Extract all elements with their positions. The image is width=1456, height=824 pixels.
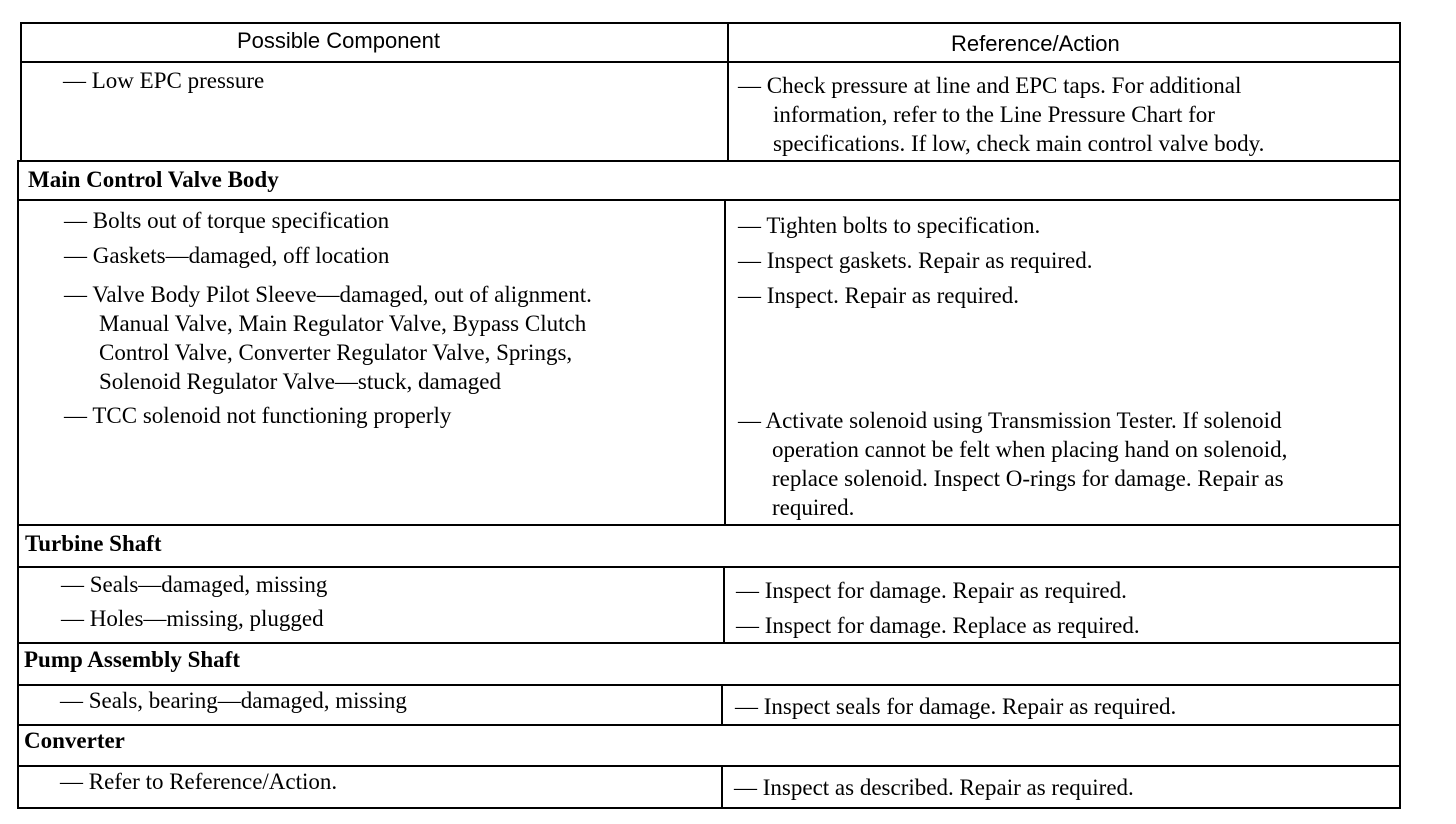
component-item: — Gaskets—damaged, off location: [64, 243, 390, 268]
table-left-border-2: [17, 160, 19, 809]
action-item-cont: operation cannot be felt when placing hand on solenoid,: [772, 437, 1288, 462]
header-reference-action: Reference/Action: [951, 31, 1120, 56]
rule-5: [17, 642, 1401, 644]
action-item: — Inspect seals for damage. Repair as required.: [735, 694, 1177, 719]
action-item-cont: information, refer to the Line Pressure Chart for: [773, 102, 1215, 127]
component-item: — Low EPC pressure: [63, 68, 265, 93]
col-divider-3: [723, 566, 725, 644]
table-bottom-border: [17, 807, 1401, 809]
component-item: — Holes—missing, plugged: [61, 606, 324, 631]
section-heading: Turbine Shaft: [25, 531, 162, 556]
table-right-border: [1399, 22, 1401, 809]
col-divider-4: [721, 684, 723, 726]
component-item: — Valve Body Pilot Sleeve—damaged, out of alignment.: [64, 282, 592, 307]
component-item-cont: Control Valve, Converter Regulator Valve, Springs,: [99, 340, 573, 365]
section-heading: Converter: [24, 728, 125, 753]
col-divider-2: [724, 199, 726, 526]
section-heading: Main Control Valve Body: [28, 167, 279, 192]
table-left-border-1: [20, 22, 22, 162]
action-item: — Inspect for damage. Repair as required.: [736, 578, 1127, 603]
action-item-cont: replace solenoid. Inspect O-rings for damage. Repair as: [772, 466, 1284, 491]
action-item: — Inspect gaskets. Repair as required.: [738, 248, 1093, 273]
action-item: — Inspect for damage. Replace as required.: [736, 613, 1140, 638]
rule-4: [17, 566, 1401, 568]
component-item: — Seals—damaged, missing: [61, 572, 328, 597]
component-item: — TCC solenoid not functioning properly: [64, 403, 452, 428]
component-item-cont: Solenoid Regulator Valve—stuck, damaged: [99, 369, 501, 394]
rule-3: [17, 524, 1401, 526]
action-item: — Activate solenoid using Transmission Tester. If solenoid: [738, 408, 1282, 433]
rule-1: [17, 160, 1401, 162]
action-item: — Inspect as described. Repair as required.: [734, 775, 1134, 800]
rule-7: [17, 724, 1401, 726]
component-item: — Bolts out of torque specification: [64, 208, 390, 233]
table-top-border: [20, 22, 1401, 24]
header-possible-component: Possible Component: [237, 28, 441, 53]
action-item: — Check pressure at line and EPC taps. For additional: [738, 73, 1242, 98]
action-item: — Tighten bolts to specification.: [738, 213, 1041, 238]
header-rule: [20, 61, 1401, 63]
col-divider-1: [727, 22, 729, 162]
component-item: — Refer to Reference/Action.: [60, 769, 338, 794]
section-heading: Pump Assembly Shaft: [24, 647, 240, 672]
component-item-cont: Manual Valve, Main Regulator Valve, Bypass Clutch: [99, 311, 587, 336]
action-item-cont: specifications. If low, check main control valve body.: [773, 131, 1265, 156]
rule-2: [17, 199, 1401, 201]
component-item: — Seals, bearing—damaged, missing: [60, 688, 407, 713]
col-divider-5: [721, 765, 723, 809]
action-item-cont: required.: [772, 495, 855, 520]
action-item: — Inspect. Repair as required.: [738, 283, 1020, 308]
